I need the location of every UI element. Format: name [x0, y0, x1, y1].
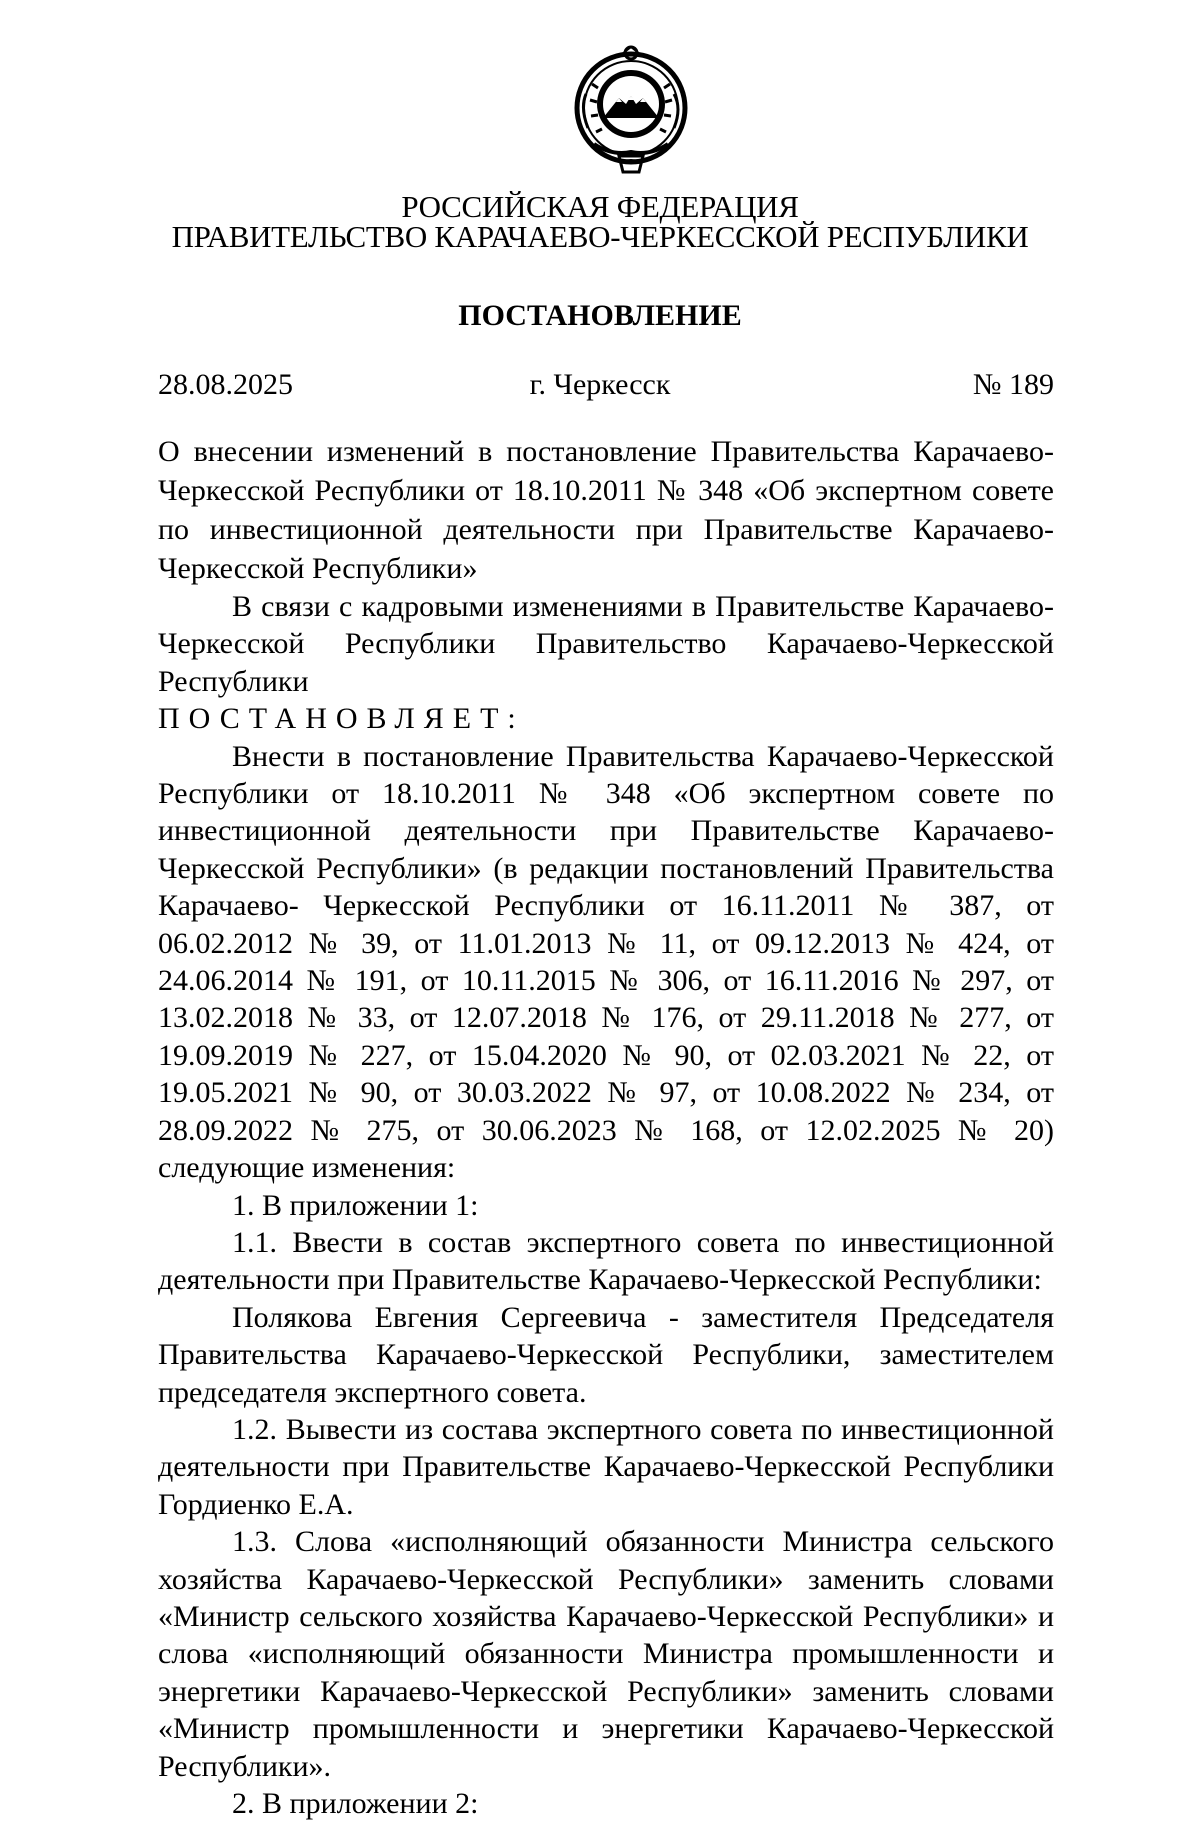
item-1-1-person: Полякова Евгения Сергеевича - заместителя Председателя Правительства Карачаево-Черкесской Республики, заместителем председателя экспертного совета. — [158, 1300, 1054, 1409]
header-government: ПРАВИТЕЛЬСТВО КАРАЧАЕВО-ЧЕРКЕССКОЙ РЕСПУБЛИКИ — [171, 219, 1029, 254]
intro-paragraph: Внести в постановление Правительства Карачаево-Черкесской Республики от 18.10.2011 № 348 «Об экспертном совете по инвестиционной деятельности при Правительстве Карачаево-Черкесской Республики» (в редакции постановлений Правительства Карачаево- Черкесской Республики от 16.11.2011 № 387, от 06.02.2012 № 39, от 11.01.2013 № 11, от 09.12.2013 № 424, от 24.06.2014 № 191, от 10.11.2015 № 306, от 16.11.2016 № 297, от 13.02.2018 № 33, от 12.07.2018 № 176, от 29.11.2018 № 277, от 19.09.2019 № 227, от 15.04.2020 № 90, от 02.03.2021 № 22, от 19.05.2021 № 90, от 30.03.2022 № 97, от 10.08.2022 № 234, от 28.09.2022 № 275, от 30.06.2023 № 168, от 12.02.2025 № 20) следующие изменения: — [158, 739, 1054, 1185]
coat-of-arms-icon — [572, 44, 690, 176]
document-type-title: ПОСТАНОВЛЕНИЕ — [458, 299, 742, 332]
preamble-paragraph: В связи с кадровыми изменениями в Правительстве Карачаево-Черкесской Республики Правительство Карачаево-Черкесской Республики — [158, 590, 1054, 698]
document-number: № 189 — [972, 368, 1054, 401]
item-1-3: 1.3. Слова «исполняющий обязанности Министра сельского хозяйства Карачаево-Черкесской Республики» заменить словами «Министр сельского хозяйства Карачаево-Черкесской Республики» и слова «исполняющий обязанности Министра промышленности и энергетики Карачаево-Черкесской Республики» заменить словами «Министр промышленности и энергетики Карачаево-Черкесской Республики». — [158, 1525, 1054, 1783]
resolves-heading: ПОСТАНОВЛЯЕТ: — [158, 702, 525, 736]
header-country: РОССИЙСКАЯ ФЕДЕРАЦИЯ — [401, 189, 799, 224]
item-2: 2. В приложении 2: — [232, 1787, 479, 1820]
item-1: 1. В приложении 1: — [232, 1188, 479, 1222]
document-body — [158, 588, 1054, 1822]
document-subject: О внесении изменений в постановление Правительства Карачаево-Черкесской Республики от 18.10.2011 № 348 «Об экспертном совете по инвестиционной деятельности при Правительстве Карачаево-Черкесской Республики» — [158, 435, 1054, 585]
item-1-2: 1.2. Вывести из состава экспертного совета по инвестиционной деятельности при Правительстве Карачаево-Черкесской Республики Гордиенко Е.А. — [158, 1412, 1054, 1521]
document-date: 28.08.2025 — [158, 368, 293, 401]
document-city: г. Черкесск — [529, 368, 671, 401]
item-1-1: 1.1. Ввести в состав экспертного совета по инвестиционной деятельности при Правительстве Карачаево-Черкесской Республики: — [158, 1225, 1054, 1297]
